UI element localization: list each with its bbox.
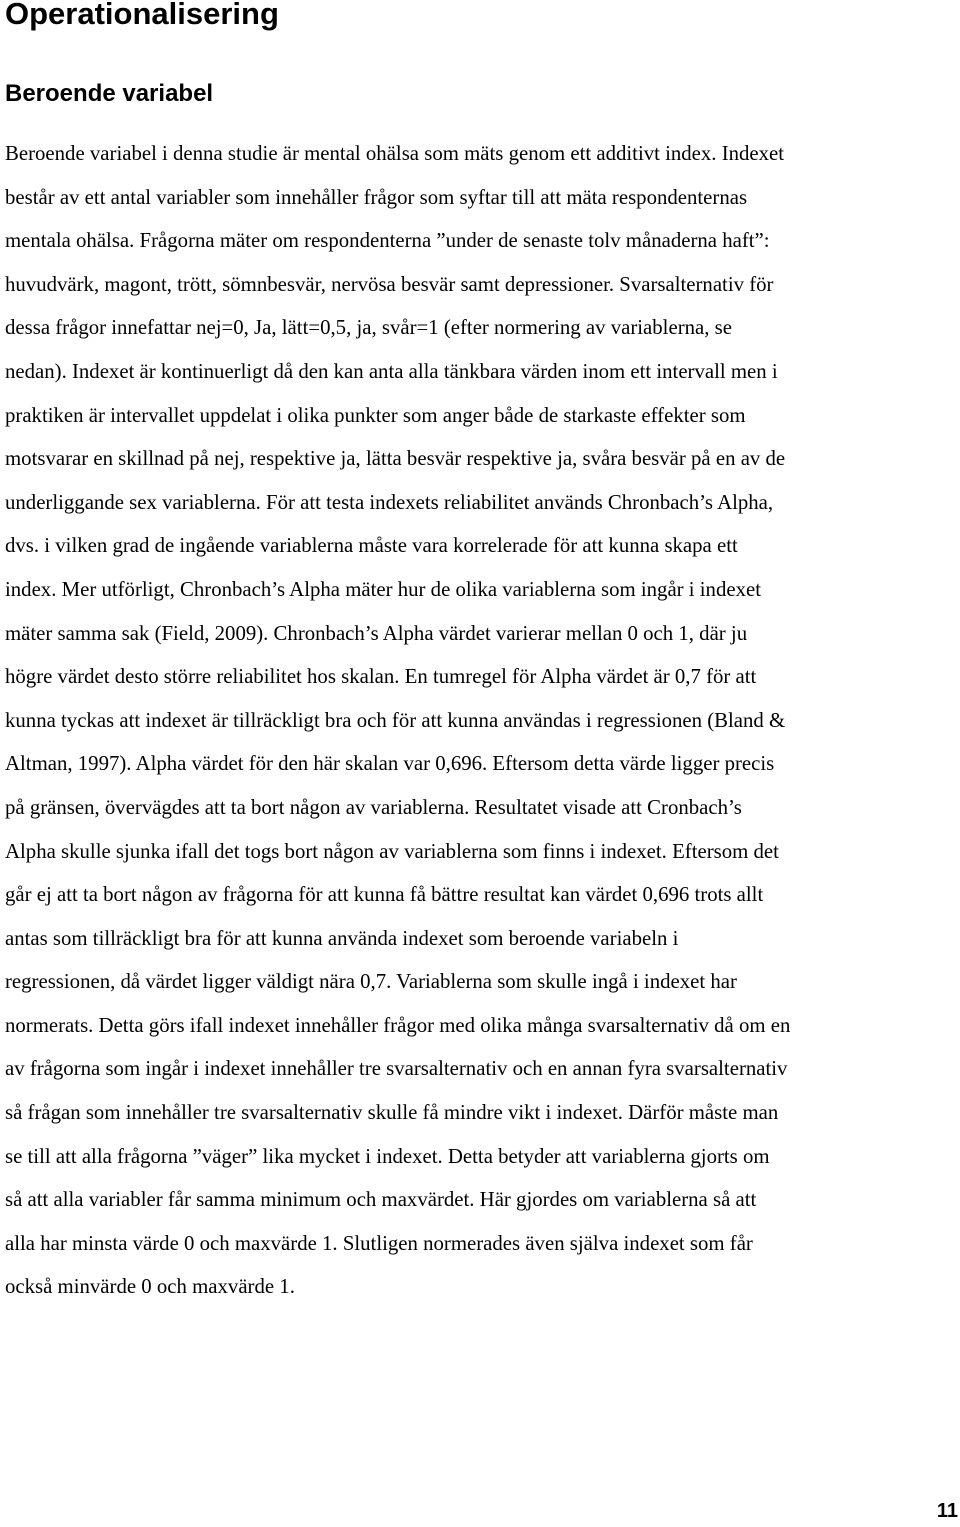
paragraph-line: Altman, 1997). Alpha värdet för den här skalan var 0,696. Eftersom detta värde ligger precis (5, 752, 775, 776)
paragraph-line: Beroende variabel i denna studie är mental ohälsa som mäts genom ett additivt index. Indexet (5, 142, 785, 165)
paragraph-line: dvs. i vilken grad de ingående variablerna måste vara korrelerade för att kunna skapa ett (5, 534, 738, 558)
paragraph-line: motsvarar en skillnad på nej, respektive ja, lätta besvär respektive ja, svåra besvär på en av de (5, 447, 786, 471)
paragraph-line: Alpha skulle sjunka ifall det togs bort någon av variablerna som finns i indexet. Eftersom det (5, 839, 779, 863)
paragraph-line: normerats. Detta görs ifall indexet innehåller frågor med olika många svarsalternativ då om en (5, 1013, 791, 1037)
paragraph-line: regressionen, då värdet ligger väldigt nära 0,7. Variablerna som skulle ingå i indexet har (5, 970, 737, 994)
paragraph-line: underliggande sex variablerna. För att testa indexets reliabilitet används Chronbach’s Alpha, (5, 490, 774, 514)
paragraph-line: index. Mer utförligt, Chronbach’s Alpha mäter hur de olika variablerna som ingår i indexet (5, 577, 761, 601)
paragraph-line: på gränsen, övervägdes att ta bort någon av variablerna. Resultatet visade att Cronbach’s (5, 795, 742, 819)
paragraph-line: praktiken är intervallet uppdelat i olika punkter som anger både de starkaste effekter som (5, 403, 746, 427)
page-title: Operationalisering (5, 0, 279, 31)
paragraph-line: nedan). Indexet är kontinuerligt då den kan anta alla tänkbara värden inom ett intervall men i (5, 359, 778, 383)
paragraph-line: också minvärde 0 och maxvärde 1. (5, 1275, 295, 1299)
paragraph-line: se till att alla frågorna ”väger” lika mycket i indexet. Detta betyder att variablerna gjorts om (5, 1144, 770, 1168)
paragraph-line: består av ett antal variabler som innehåller frågor som syftar till att mäta respondenternas (5, 185, 748, 209)
page-number: 11 (936, 1500, 958, 1522)
paragraph-line: mentala ohälsa. Frågorna mäter om respondenterna ”under de senaste tolv månaderna haft”: (5, 229, 770, 253)
paragraph-line: så frågan som innehåller tre svarsalternativ skulle få mindre vikt i indexet. Därför måste man (5, 1101, 779, 1125)
paragraph-line: mäter samma sak (Field, 2009). Chronbach’s Alpha värdet varierar mellan 0 och 1, där ju (5, 621, 748, 645)
paragraph-line: dessa frågor innefattar nej=0, Ja, lätt=0,5, ja, svår=1 (efter normering av variablerna, se (5, 316, 732, 340)
paragraph-line: alla har minsta värde 0 och maxvärde 1. Slutligen normerades även själva indexet som får (5, 1231, 753, 1255)
body-paragraph (5, 132, 960, 1309)
paragraph-line: antas som tillräckligt bra för att kunna använda indexet som beroende variabeln i (5, 926, 679, 950)
section-heading: Beroende variabel (5, 80, 214, 107)
paragraph-line: högre värdet desto större reliabilitet hos skalan. En tumregel för Alpha värdet är 0,7 för att (5, 665, 757, 689)
paragraph-line: av frågorna som ingår i indexet innehåller tre svarsalternativ och en annan fyra svarsalternativ (5, 1057, 788, 1081)
paragraph-line: så att alla variabler får samma minimum och maxvärdet. Här gjordes om variablerna så att (5, 1188, 757, 1212)
paragraph-line: går ej att ta bort någon av frågorna för att kunna få bättre resultat kan värdet 0,696 trots allt (5, 883, 764, 907)
paragraph-line: huvudvärk, magont, trött, sömnbesvär, nervösa besvär samt depressioner. Svarsalternativ för (5, 272, 774, 296)
paragraph-line: kunna tyckas att indexet är tillräckligt bra och för att kunna användas i regressionen (Bland & (5, 708, 786, 732)
